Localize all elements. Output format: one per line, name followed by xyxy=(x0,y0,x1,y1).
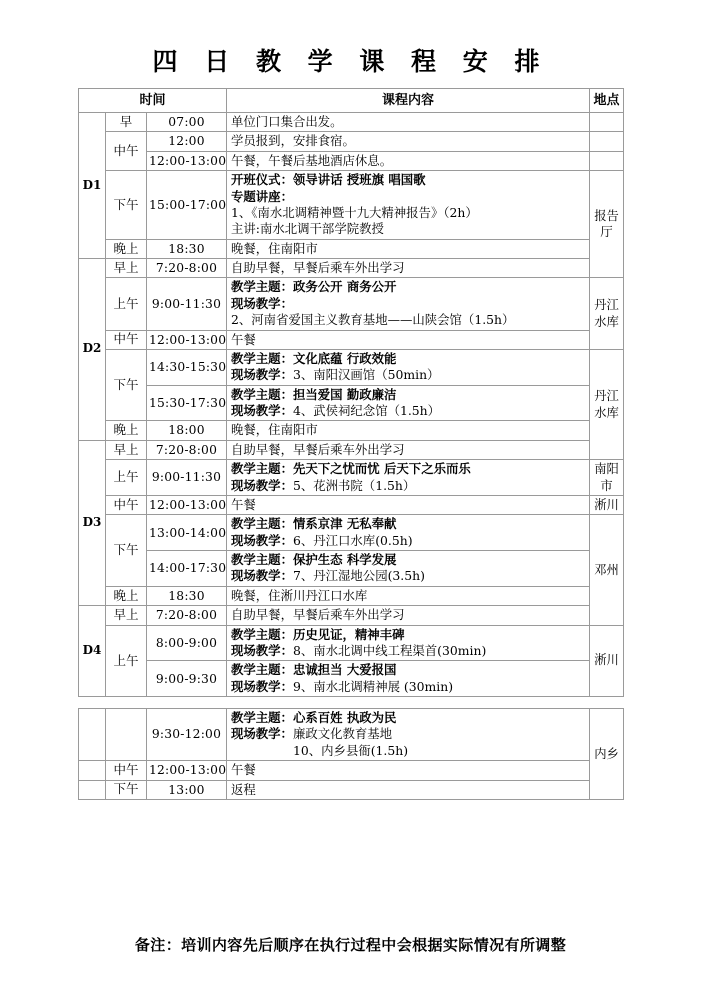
content-line: 午餐 xyxy=(231,496,256,512)
table-row xyxy=(79,515,624,551)
time-cell: 7:20-8:00 xyxy=(147,440,227,459)
table-row xyxy=(79,661,624,697)
content-line-label: 现场教学： xyxy=(231,367,293,383)
content-cell xyxy=(227,278,590,330)
table-row xyxy=(79,440,624,459)
content-line-label: 现场教学： xyxy=(231,532,293,548)
content-line: 教学主题：保护生态 科学发展 xyxy=(231,552,397,567)
table-row xyxy=(79,495,624,514)
day-cell xyxy=(79,780,106,799)
content-line: 午餐 xyxy=(231,762,256,778)
time-cell: 8:00-9:00 xyxy=(147,625,227,661)
header-content: 课程内容 xyxy=(227,89,590,113)
content-cell xyxy=(227,421,590,440)
location-cell: 内乡 xyxy=(590,709,624,800)
content-line: 现场教学： xyxy=(231,295,293,311)
content-cell xyxy=(227,625,590,661)
location-cell: 南阳市 xyxy=(590,460,624,496)
content-line: 午餐，午餐后基地酒店休息。 xyxy=(231,152,393,168)
content-cell xyxy=(227,349,590,385)
table-row xyxy=(79,171,624,240)
schedule-table-segment-1 xyxy=(78,88,624,697)
content-cell xyxy=(227,259,590,278)
content-line-label: 现场教学： xyxy=(231,678,293,694)
content-cell xyxy=(227,709,590,761)
location-cell: 报告厅 xyxy=(590,171,624,278)
day-cell xyxy=(79,709,106,761)
content-line xyxy=(231,367,587,383)
content-cell xyxy=(227,661,590,697)
content-line-label: 现场教学： xyxy=(231,642,293,658)
time-cell: 9:00-11:30 xyxy=(147,460,227,496)
period-cell: 下午 xyxy=(106,171,147,240)
day-cell: D2 xyxy=(79,259,106,441)
time-cell: 12:00 xyxy=(147,132,227,151)
content-cell xyxy=(227,132,590,151)
content-cell xyxy=(227,551,590,587)
period-cell: 上午 xyxy=(106,460,147,496)
content-line-value: 4、武侯祠纪念馆（1.5h） xyxy=(292,403,441,418)
time-cell: 18:00 xyxy=(147,421,227,440)
day-cell xyxy=(79,761,106,780)
content-line: 自助早餐，早餐后乘车外出学习 xyxy=(231,260,405,275)
table-row xyxy=(79,625,624,661)
time-cell: 7:20-8:00 xyxy=(147,259,227,278)
footer-note: 备注：培训内容先后顺序在执行过程中会根据实际情况有所调整 xyxy=(134,936,567,954)
content-line-value: 5、花洲书院（1.5h） xyxy=(292,477,416,493)
period-cell: 中午 xyxy=(106,495,147,514)
content-line: 1、《南水北调精神暨十九大精神报告》（2h） xyxy=(231,204,478,220)
content-cell xyxy=(227,330,590,349)
time-cell: 13:00 xyxy=(147,780,227,799)
period-cell xyxy=(106,709,147,761)
content-cell xyxy=(227,495,590,514)
time-cell: 9:30-12:00 xyxy=(147,709,227,761)
time-cell: 14:30-15:30 xyxy=(147,349,227,385)
period-cell: 下午 xyxy=(106,349,147,421)
content-cell xyxy=(227,460,590,496)
content-line: 晚餐，住南阳市 xyxy=(231,240,318,256)
table-row xyxy=(79,460,624,496)
table-row xyxy=(79,330,624,349)
content-line xyxy=(231,643,587,659)
content-line: 教学主题：历史见证，精神丰碑 xyxy=(231,626,405,642)
content-line: 午餐 xyxy=(231,331,256,347)
day-cell: D4 xyxy=(79,606,106,697)
content-line-value: 9、南水北调精神展 (30min) xyxy=(292,678,454,694)
period-cell: 晚上 xyxy=(106,239,147,258)
location-cell xyxy=(590,132,624,151)
content-line: 开班仪式：领导讲话 授班旗 唱国歌 xyxy=(231,172,426,188)
schedule-table-container xyxy=(78,88,623,800)
content-line xyxy=(231,403,587,419)
table-row xyxy=(79,421,624,440)
table-row xyxy=(79,709,624,761)
time-cell: 12:00-13:00 xyxy=(147,761,227,780)
content-cell xyxy=(227,761,590,780)
time-cell: 18:30 xyxy=(147,586,227,605)
time-cell: 7:20-8:00 xyxy=(147,606,227,625)
content-line: 单位门口集合出发。 xyxy=(231,114,343,129)
content-cell xyxy=(227,586,590,605)
content-line: 学员报到，安排食宿。 xyxy=(231,133,355,149)
content-cell xyxy=(227,239,590,258)
period-cell: 早 xyxy=(106,113,147,132)
content-cell xyxy=(227,113,590,132)
content-line: 教学主题：政务公开 商务公开 xyxy=(231,279,397,295)
content-line: 主讲:南水北调干部学院教授 xyxy=(231,221,384,237)
table-row xyxy=(79,606,624,625)
day-cell: D3 xyxy=(79,440,106,605)
schedule-rows-segment-1 xyxy=(79,113,624,697)
content-line: 教学主题：担当爱国 勤政廉洁 xyxy=(231,386,397,402)
period-cell: 下午 xyxy=(106,515,147,587)
content-cell xyxy=(227,385,590,421)
table-row xyxy=(79,278,624,330)
content-line: 自助早餐，早餐后乘车外出学习 xyxy=(231,607,405,623)
location-cell xyxy=(590,113,624,132)
table-row xyxy=(79,761,624,780)
content-line: 自助早餐，早餐后乘车外出学习 xyxy=(231,441,405,457)
period-cell: 中午 xyxy=(106,761,147,780)
table-row xyxy=(79,113,624,132)
table-row xyxy=(79,259,624,278)
content-line: 晚餐，住南阳市 xyxy=(231,422,318,438)
content-line-label: 现场教学： xyxy=(231,477,293,493)
content-line xyxy=(231,568,587,584)
content-line: 教学主题：忠诚担当 大爱报国 xyxy=(231,662,397,678)
table-row xyxy=(79,586,624,605)
period-cell: 中午 xyxy=(106,132,147,171)
location-cell: 淅川 xyxy=(590,495,624,514)
location-cell: 邓州 xyxy=(590,515,624,625)
table-row xyxy=(79,239,624,258)
content-cell xyxy=(227,606,590,625)
time-cell: 18:30 xyxy=(147,239,227,258)
content-line: 返程 xyxy=(231,781,256,797)
time-cell: 9:00-11:30 xyxy=(147,278,227,330)
content-line-value: 廉政文化教育基地 xyxy=(292,726,393,742)
time-cell: 12:00-13:00 xyxy=(147,330,227,349)
period-cell: 上午 xyxy=(106,625,147,697)
content-line-label: 现场教学： xyxy=(231,403,293,418)
day-cell: D1 xyxy=(79,113,106,259)
table-header-row xyxy=(79,89,624,113)
period-cell: 早上 xyxy=(106,440,147,459)
content-line-value: 8、南水北调中线工程渠首(30min) xyxy=(292,642,487,658)
content-cell xyxy=(227,515,590,551)
header-location: 地点 xyxy=(590,89,624,113)
content-line xyxy=(231,679,587,695)
content-line xyxy=(231,533,587,549)
time-cell: 12:00-13:00 xyxy=(147,151,227,170)
content-line: 教学主题：情系京津 无私奉献 xyxy=(231,516,397,532)
time-cell: 15:30-17:30 xyxy=(147,385,227,421)
location-cell: 丹江水库 xyxy=(590,278,624,350)
schedule-rows-segment-2 xyxy=(79,709,624,800)
content-cell xyxy=(227,171,590,240)
table-row xyxy=(79,132,624,151)
period-cell: 早上 xyxy=(106,606,147,625)
content-line: 教学主题：先天下之忧而忧 后天下之乐而乐 xyxy=(231,461,471,477)
content-line: 10、内乡县衙(1.5h) xyxy=(293,742,409,758)
content-line-label: 现场教学： xyxy=(231,726,293,742)
table-row xyxy=(79,349,624,385)
time-cell: 14:00-17:30 xyxy=(147,551,227,587)
time-cell: 15:00-17:00 xyxy=(147,171,227,240)
period-cell: 晚上 xyxy=(106,421,147,440)
time-cell: 12:00-13:00 xyxy=(147,495,227,514)
time-cell: 13:00-14:00 xyxy=(147,515,227,551)
location-cell: 淅川 xyxy=(590,625,624,697)
content-cell xyxy=(227,151,590,170)
time-cell: 9:00-9:30 xyxy=(147,661,227,697)
page-title: 四 日 教 学 课 程 安 排 xyxy=(152,47,549,76)
content-cell xyxy=(227,440,590,459)
period-cell: 早上 xyxy=(106,259,147,278)
schedule-table-segment-2 xyxy=(78,708,624,800)
content-line-label: 现场教学： xyxy=(231,568,293,584)
location-cell xyxy=(590,151,624,170)
table-row xyxy=(79,551,624,587)
content-line-value: 7、丹江湿地公园(3.5h) xyxy=(292,568,425,584)
table-row xyxy=(79,385,624,421)
period-cell: 上午 xyxy=(106,278,147,330)
period-cell: 下午 xyxy=(106,780,147,799)
table-page-break-gap xyxy=(78,697,623,708)
table-row xyxy=(79,780,624,799)
content-cell xyxy=(227,780,590,799)
location-cell: 丹江水库 xyxy=(590,349,624,459)
content-line: 教学主题：文化底蕴 行政效能 xyxy=(231,350,397,366)
content-line: 专题讲座： xyxy=(231,188,293,204)
table-row xyxy=(79,151,624,170)
content-line: 晚餐，住淅川丹江口水库 xyxy=(231,587,368,603)
content-line-value: 6、丹江口水库(0.5h) xyxy=(292,532,413,548)
time-cell: 07:00 xyxy=(147,113,227,132)
content-line: 2、河南省爱国主义教育基地——山陕会馆（1.5h） xyxy=(231,312,515,328)
content-line xyxy=(231,478,587,494)
content-line: 教学主题：心系百姓 执政为民 xyxy=(231,710,397,725)
header-time: 时间 xyxy=(79,89,227,113)
period-cell: 中午 xyxy=(106,330,147,349)
content-line-value: 3、南阳汉画馆（50min） xyxy=(292,367,440,383)
content-line xyxy=(231,726,587,742)
period-cell: 晚上 xyxy=(106,586,147,605)
